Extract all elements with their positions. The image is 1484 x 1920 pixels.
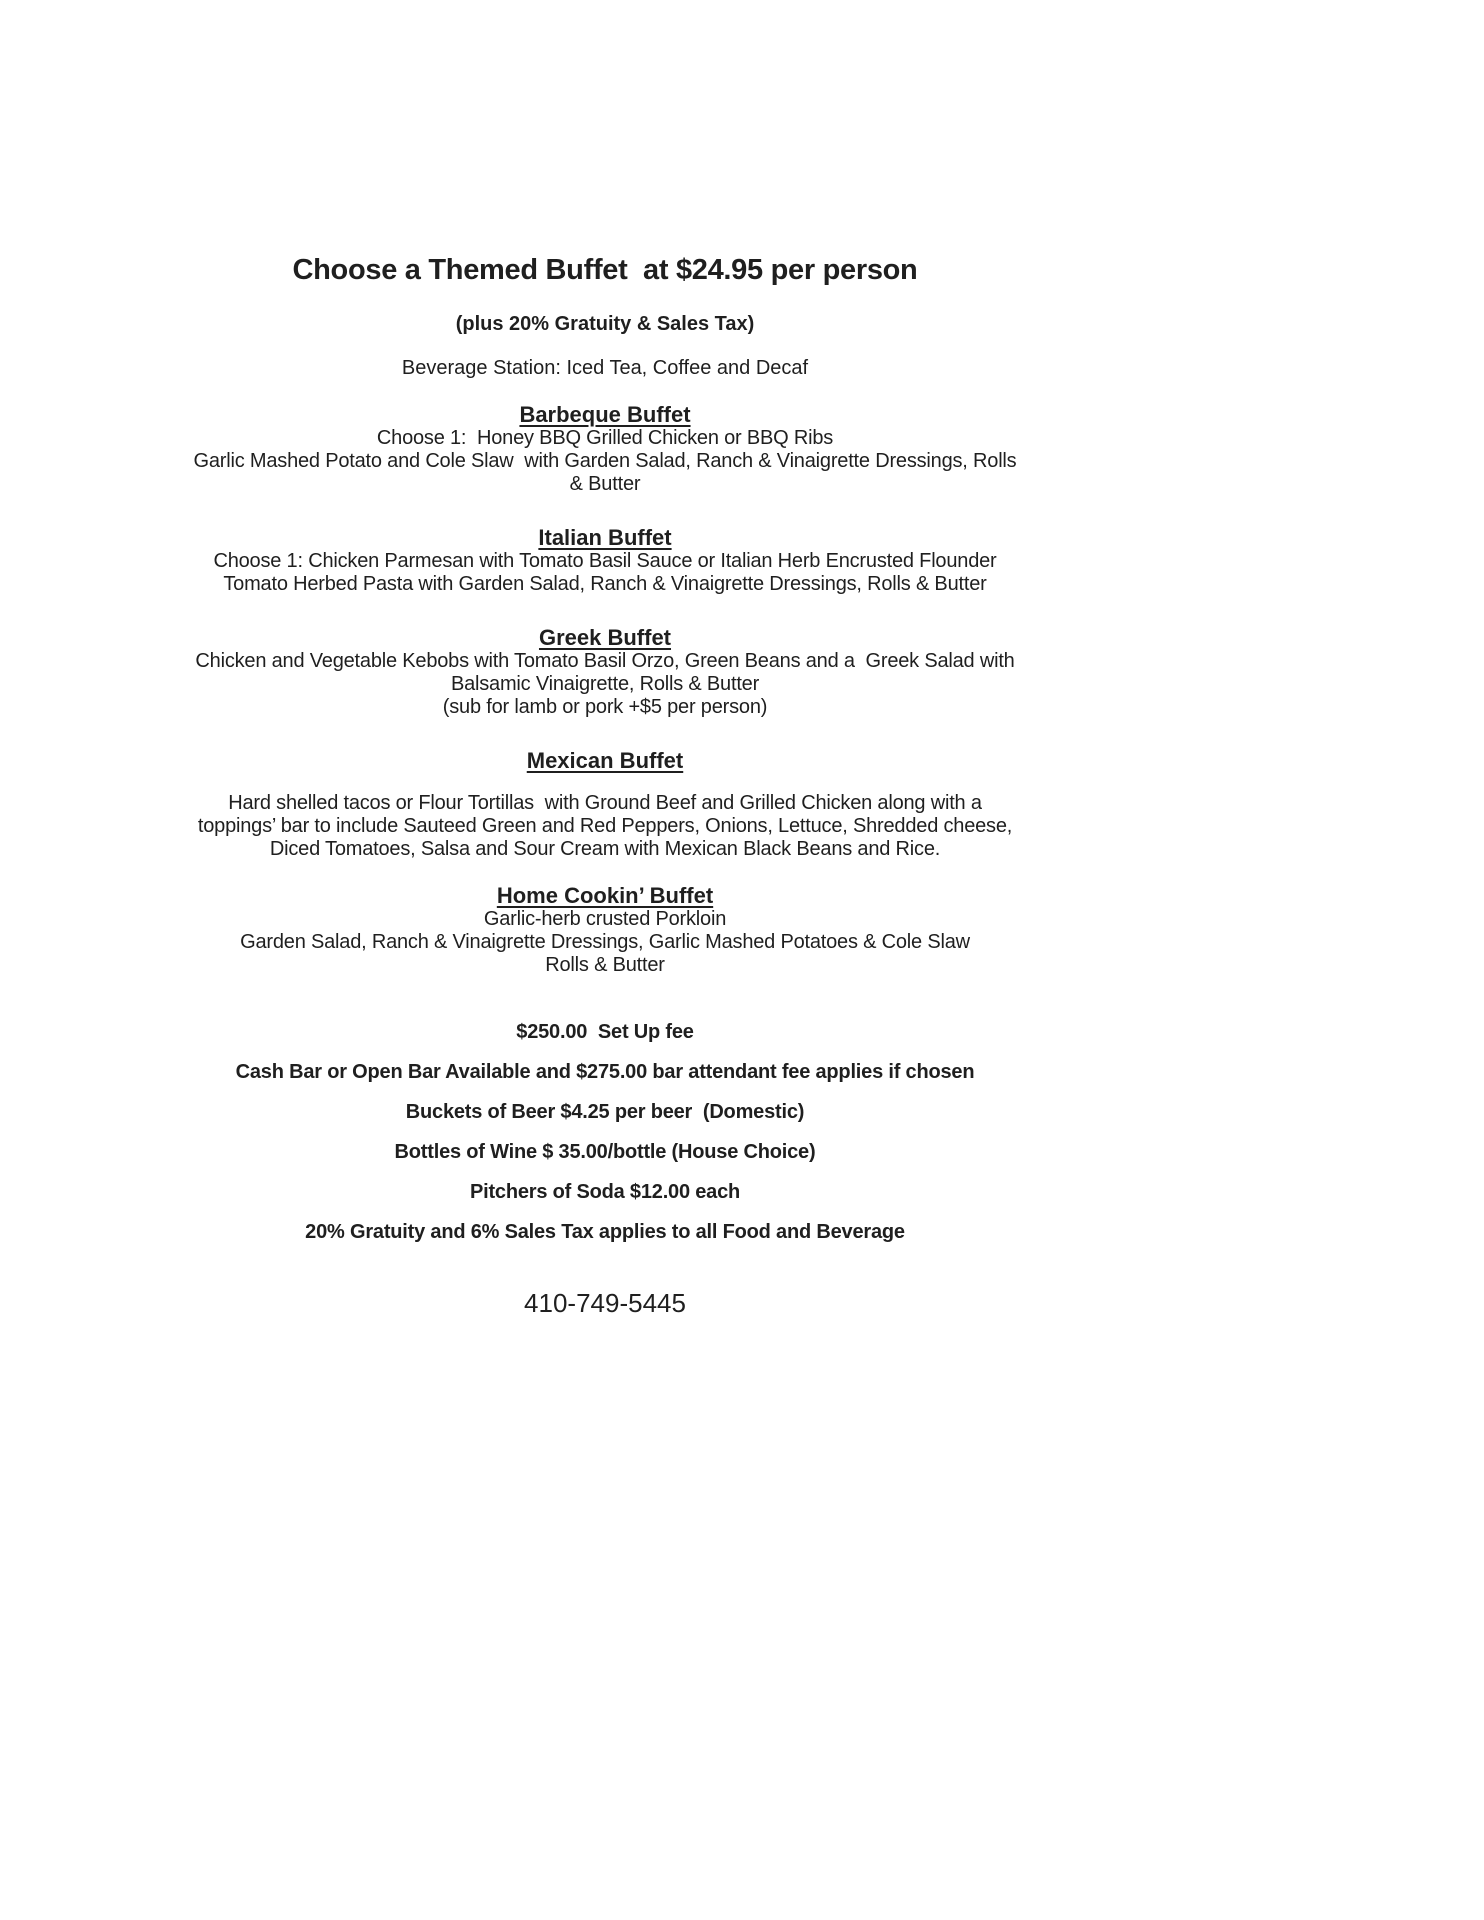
buffet-section-mexican <box>152 748 1058 861</box>
section-heading: Greek Buffet <box>538 625 672 650</box>
setup-fee-line: $250.00 Set Up fee <box>516 1021 694 1043</box>
menu-line: Rolls & Butter <box>545 954 665 976</box>
menu-line: Balsamic Vinaigrette, Rolls & Butter <box>450 673 760 695</box>
beverage-station-line: Beverage Station: Iced Tea, Coffee and Decaf <box>401 357 809 379</box>
menu-line: & Butter <box>569 473 641 495</box>
buffet-section-greek <box>152 625 1058 719</box>
menu-line: Tomato Herbed Pasta with Garden Salad, Ranch & Vinaigrette Dressings, Rolls & Butter <box>223 573 987 595</box>
pricing-section <box>152 1020 1058 1244</box>
section-heading: Home Cookin’ Buffet <box>496 883 714 908</box>
section-heading: Italian Buffet <box>538 525 672 550</box>
page-title: Choose a Themed Buffet at $24.95 per person <box>292 254 918 286</box>
gratuity-subtitle: (plus 20% Gratuity & Sales Tax) <box>455 313 755 335</box>
menu-line: Diced Tomatoes, Salsa and Sour Cream with Mexican Black Beans and Rice. <box>269 838 941 860</box>
menu-line: Garlic-herb crusted Porkloin <box>483 908 727 930</box>
wine-price-line: Bottles of Wine $ 35.00/bottle (House Choice) <box>394 1141 816 1163</box>
beer-price-line: Buckets of Beer $4.25 per beer (Domestic) <box>405 1101 805 1123</box>
menu-line: Garden Salad, Ranch & Vinaigrette Dressings, Garlic Mashed Potatoes & Cole Slaw <box>240 931 970 953</box>
phone-number: 410-749-5445 <box>524 1288 686 1318</box>
buffet-section-italian <box>152 525 1058 596</box>
section-heading: Barbeque Buffet <box>519 402 691 427</box>
bar-fee-line: Cash Bar or Open Bar Available and $275.00 bar attendant fee applies if chosen <box>235 1061 975 1083</box>
soda-price-line: Pitchers of Soda $12.00 each <box>469 1181 741 1203</box>
buffet-section-barbeque <box>152 402 1058 496</box>
buffet-section-home-cookin <box>152 883 1058 977</box>
buffet-menu-page <box>152 0 1058 1318</box>
menu-line: toppings’ bar to include Sauteed Green and Red Peppers, Onions, Lettuce, Shredded cheese, <box>197 815 1013 837</box>
menu-line: Hard shelled tacos or Flour Tortillas with Ground Beef and Grilled Chicken along with a <box>228 792 982 814</box>
menu-line: Choose 1: Chicken Parmesan with Tomato Basil Sauce or Italian Herb Encrusted Flounder <box>213 550 997 572</box>
menu-line: Chicken and Vegetable Kebobs with Tomato Basil Orzo, Green Beans and a Greek Salad with <box>195 650 1015 672</box>
menu-line: Garlic Mashed Potato and Cole Slaw with Garden Salad, Ranch & Vinaigrette Dressings, Rolls <box>193 450 1017 472</box>
menu-line: Choose 1: Honey BBQ Grilled Chicken or BBQ Ribs <box>376 427 834 449</box>
gratuity-tax-line: 20% Gratuity and 6% Sales Tax applies to all Food and Beverage <box>305 1221 905 1243</box>
section-heading: Mexican Buffet <box>526 748 684 773</box>
menu-line: (sub for lamb or pork +$5 per person) <box>442 696 768 718</box>
